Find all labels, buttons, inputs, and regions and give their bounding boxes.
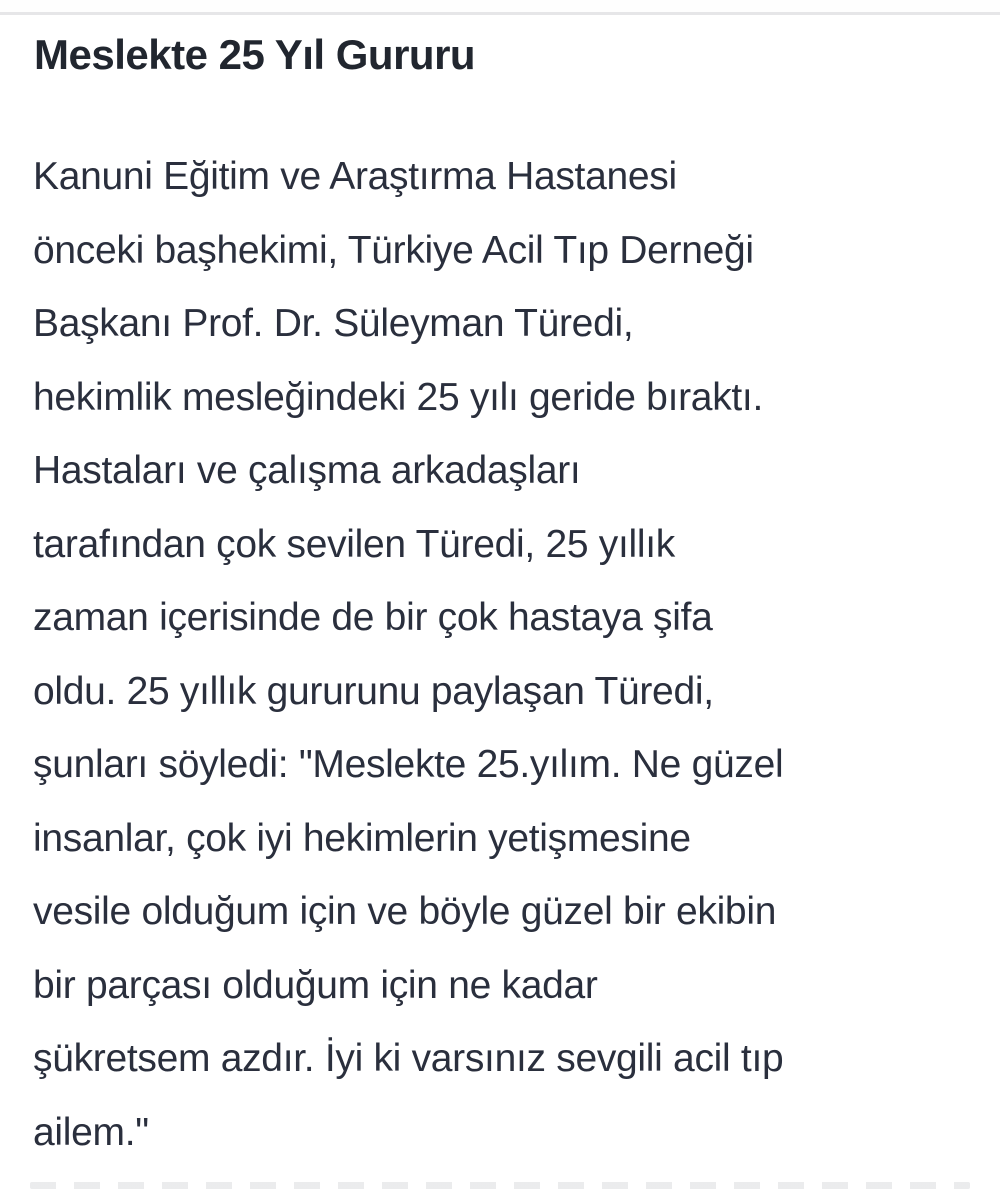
body-line: vesile olduğum için ve böyle güzel bir ekibin <box>33 890 777 933</box>
body-line: oldu. 25 yıllık gururunu paylaşan Türedi, <box>33 669 714 713</box>
body-line: şunları söyledi: "Meslekte 25.yılım. Ne güzel <box>33 743 784 786</box>
body-line: Hastaları ve çalışma arkadaşları <box>33 449 581 492</box>
top-divider <box>0 12 1000 15</box>
article-body <box>33 140 990 1169</box>
body-line: Başkanı Prof. Dr. Süleyman Türedi, <box>33 302 634 345</box>
bottom-cutoff-text <box>30 1182 970 1189</box>
body-line: hekimlik mesleğindeki 25 yılı geride bıraktı. <box>33 375 763 419</box>
body-line: şükretsem azdır. İyi ki varsınız sevgili acil tıp <box>33 1037 784 1080</box>
body-line: ailem." <box>33 1110 149 1154</box>
article-title: Meslekte 25 Yıl Gururu <box>34 31 476 78</box>
body-line: Kanuni Eğitim ve Araştırma Hastanesi <box>33 155 677 198</box>
body-line: insanlar, çok iyi hekimlerin yetişmesine <box>33 816 691 860</box>
body-line: tarafından çok sevilen Türedi, 25 yıllık <box>33 522 675 566</box>
body-line: önceki başhekimi, Türkiye Acil Tıp Derneği <box>33 228 754 272</box>
top-strip <box>0 0 1000 12</box>
body-line: bir parçası olduğum için ne kadar <box>33 963 598 1007</box>
body-line: zaman içerisinde de bir çok hastaya şifa <box>33 596 713 639</box>
